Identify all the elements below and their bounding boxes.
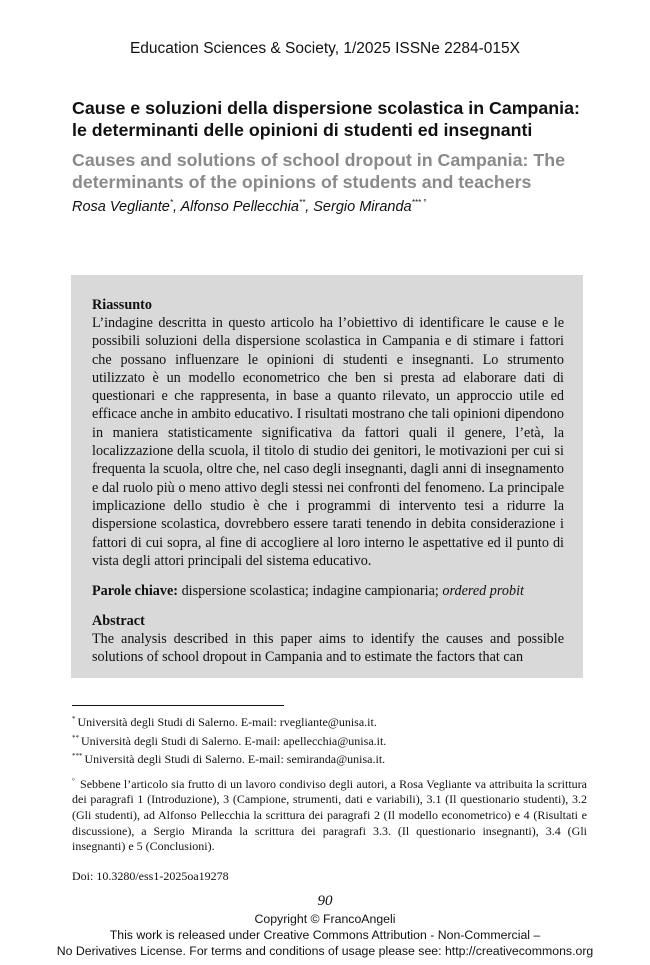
title-english: Causes and solutions of school dropout in Campania: The determinants of the opinions of students and teachers [72, 150, 565, 192]
keywords [92, 582, 564, 600]
author-separator: , [305, 199, 314, 215]
footnote-text: Università degli Studi di Salerno. E-mail: apellecchia@unisa.it. [81, 733, 387, 748]
footnote-divider [72, 705, 284, 706]
page-number: 90 [317, 893, 333, 909]
copyright-footer [0, 911, 650, 959]
doi: Doi: 10.3280/ess1-2025oa19278 [72, 868, 229, 883]
footnote-contribution-text: Sebbene l’articolo sia frutto di un lavoro condiviso degli autori, a Rosa Vegliante va attribuita la scrittura dei paragrafi 1 (Introduzione), 3 (Campione, strumenti, dati e variabili), 3.1 (Il questionario studenti), 3.2 (Gli studenti), ad Alfonso Pellecchia la scrittura dei paragrafi 2 (Il modello econometrico) e 4 (Risultati e discussione), a Sergio Miranda la scrittura dei paragrafi 3.3. (Il questionario insegnanti), 3.4 (Gli insegnanti) e 5 (Conclusioni). [72, 776, 588, 854]
footnote-mark: *** [72, 752, 83, 761]
footnote-affiliation [72, 712, 587, 731]
footnote-mark: ° [72, 776, 75, 785]
author-name: Alfonso Pellecchia [180, 199, 299, 215]
copyright-line: Copyright © FrancoAngeli [254, 912, 396, 926]
author-list [72, 198, 426, 215]
footnote-affiliation [72, 731, 587, 750]
footnote-mark: ** [72, 733, 79, 742]
license-line-2: No Derivatives License. For terms and conditions of usage please see: http://creativecommons.org [56, 944, 594, 958]
riassunto-heading: Riassunto [92, 297, 152, 313]
title-italian: Cause e soluzioni della dispersione scolastica in Campania: le determinanti delle opinioni di studenti ed insegnanti [72, 98, 580, 140]
license-line-1: This work is released under Creative Commons Attribution - Non-Commercial – [109, 928, 541, 942]
keywords-text: dispersione scolastica; indagine campionaria; [178, 583, 443, 600]
footnote-contribution [72, 774, 587, 855]
author-name: Rosa Vegliante [72, 199, 170, 215]
abstract-heading: Abstract [92, 613, 145, 630]
footnote-affiliation [72, 749, 587, 768]
footnote-text: Università degli Studi di Salerno. E-mail: semiranda@unisa.it. [84, 752, 386, 767]
author-mark: * [169, 198, 173, 207]
author-mark: *** ° [411, 198, 427, 207]
footnote-mark: * [72, 715, 76, 723]
author-name: Sergio Miranda [313, 199, 412, 215]
keywords-italic: ordered probit [442, 583, 524, 600]
footnotes [72, 712, 587, 884]
riassunto-text: L’indagine descritta in questo articolo ha l’obiettivo di identificare le cause e le possibili soluzioni della dispersione scolastica in Campania e di stimare i fattori che possano influenzare le opinioni di studenti e insegnanti. Lo strumento utilizzato è un modello econometrico che ben si presta ad elaborare dati di questionari e che rappresenta, in base a quanto rilevato, un approccio utile ed efficace anche in ambito educativo. I risultati mostrano che tali opinioni dipendono in maniera statisticamente significativa da fattori quali il genere, l’età, la localizzazione della scuola, il titolo di studio dei genitori, le motivazioni per cui si frequenta la scuola, oltre che, nel caso degli insegnanti, dagli anni di insegnamento e dal ruolo più o meno attivo degli stessi nei confronti del fenomeno. La principale implicazione dello studio è che i programmi di intervento tesi a ridurre la dispersione scolastica, dovrebbero essere tarati tenendo in debita considerazione i fattori di cui sopra, al fine di accogliere al loro interno le aspettative ed il punto di vista degli attori principali del sistema educativo. [92, 315, 564, 569]
author-separator: , [172, 199, 181, 215]
keywords-label: Parole chiave: [92, 583, 179, 600]
abstract-box [71, 275, 583, 678]
running-header: Education Sciences & Society, 1/2025 ISSNe 2284-015X [129, 40, 521, 57]
author-mark: ** [298, 198, 306, 207]
abstract-text: The analysis described in this paper aims to identify the causes and possible solutions of school dropout in Campania and to estimate the factors that can [92, 631, 564, 666]
footnote-text: Università degli Studi di Salerno. E-mail: rvegliante@unisa.it. [77, 715, 377, 729]
